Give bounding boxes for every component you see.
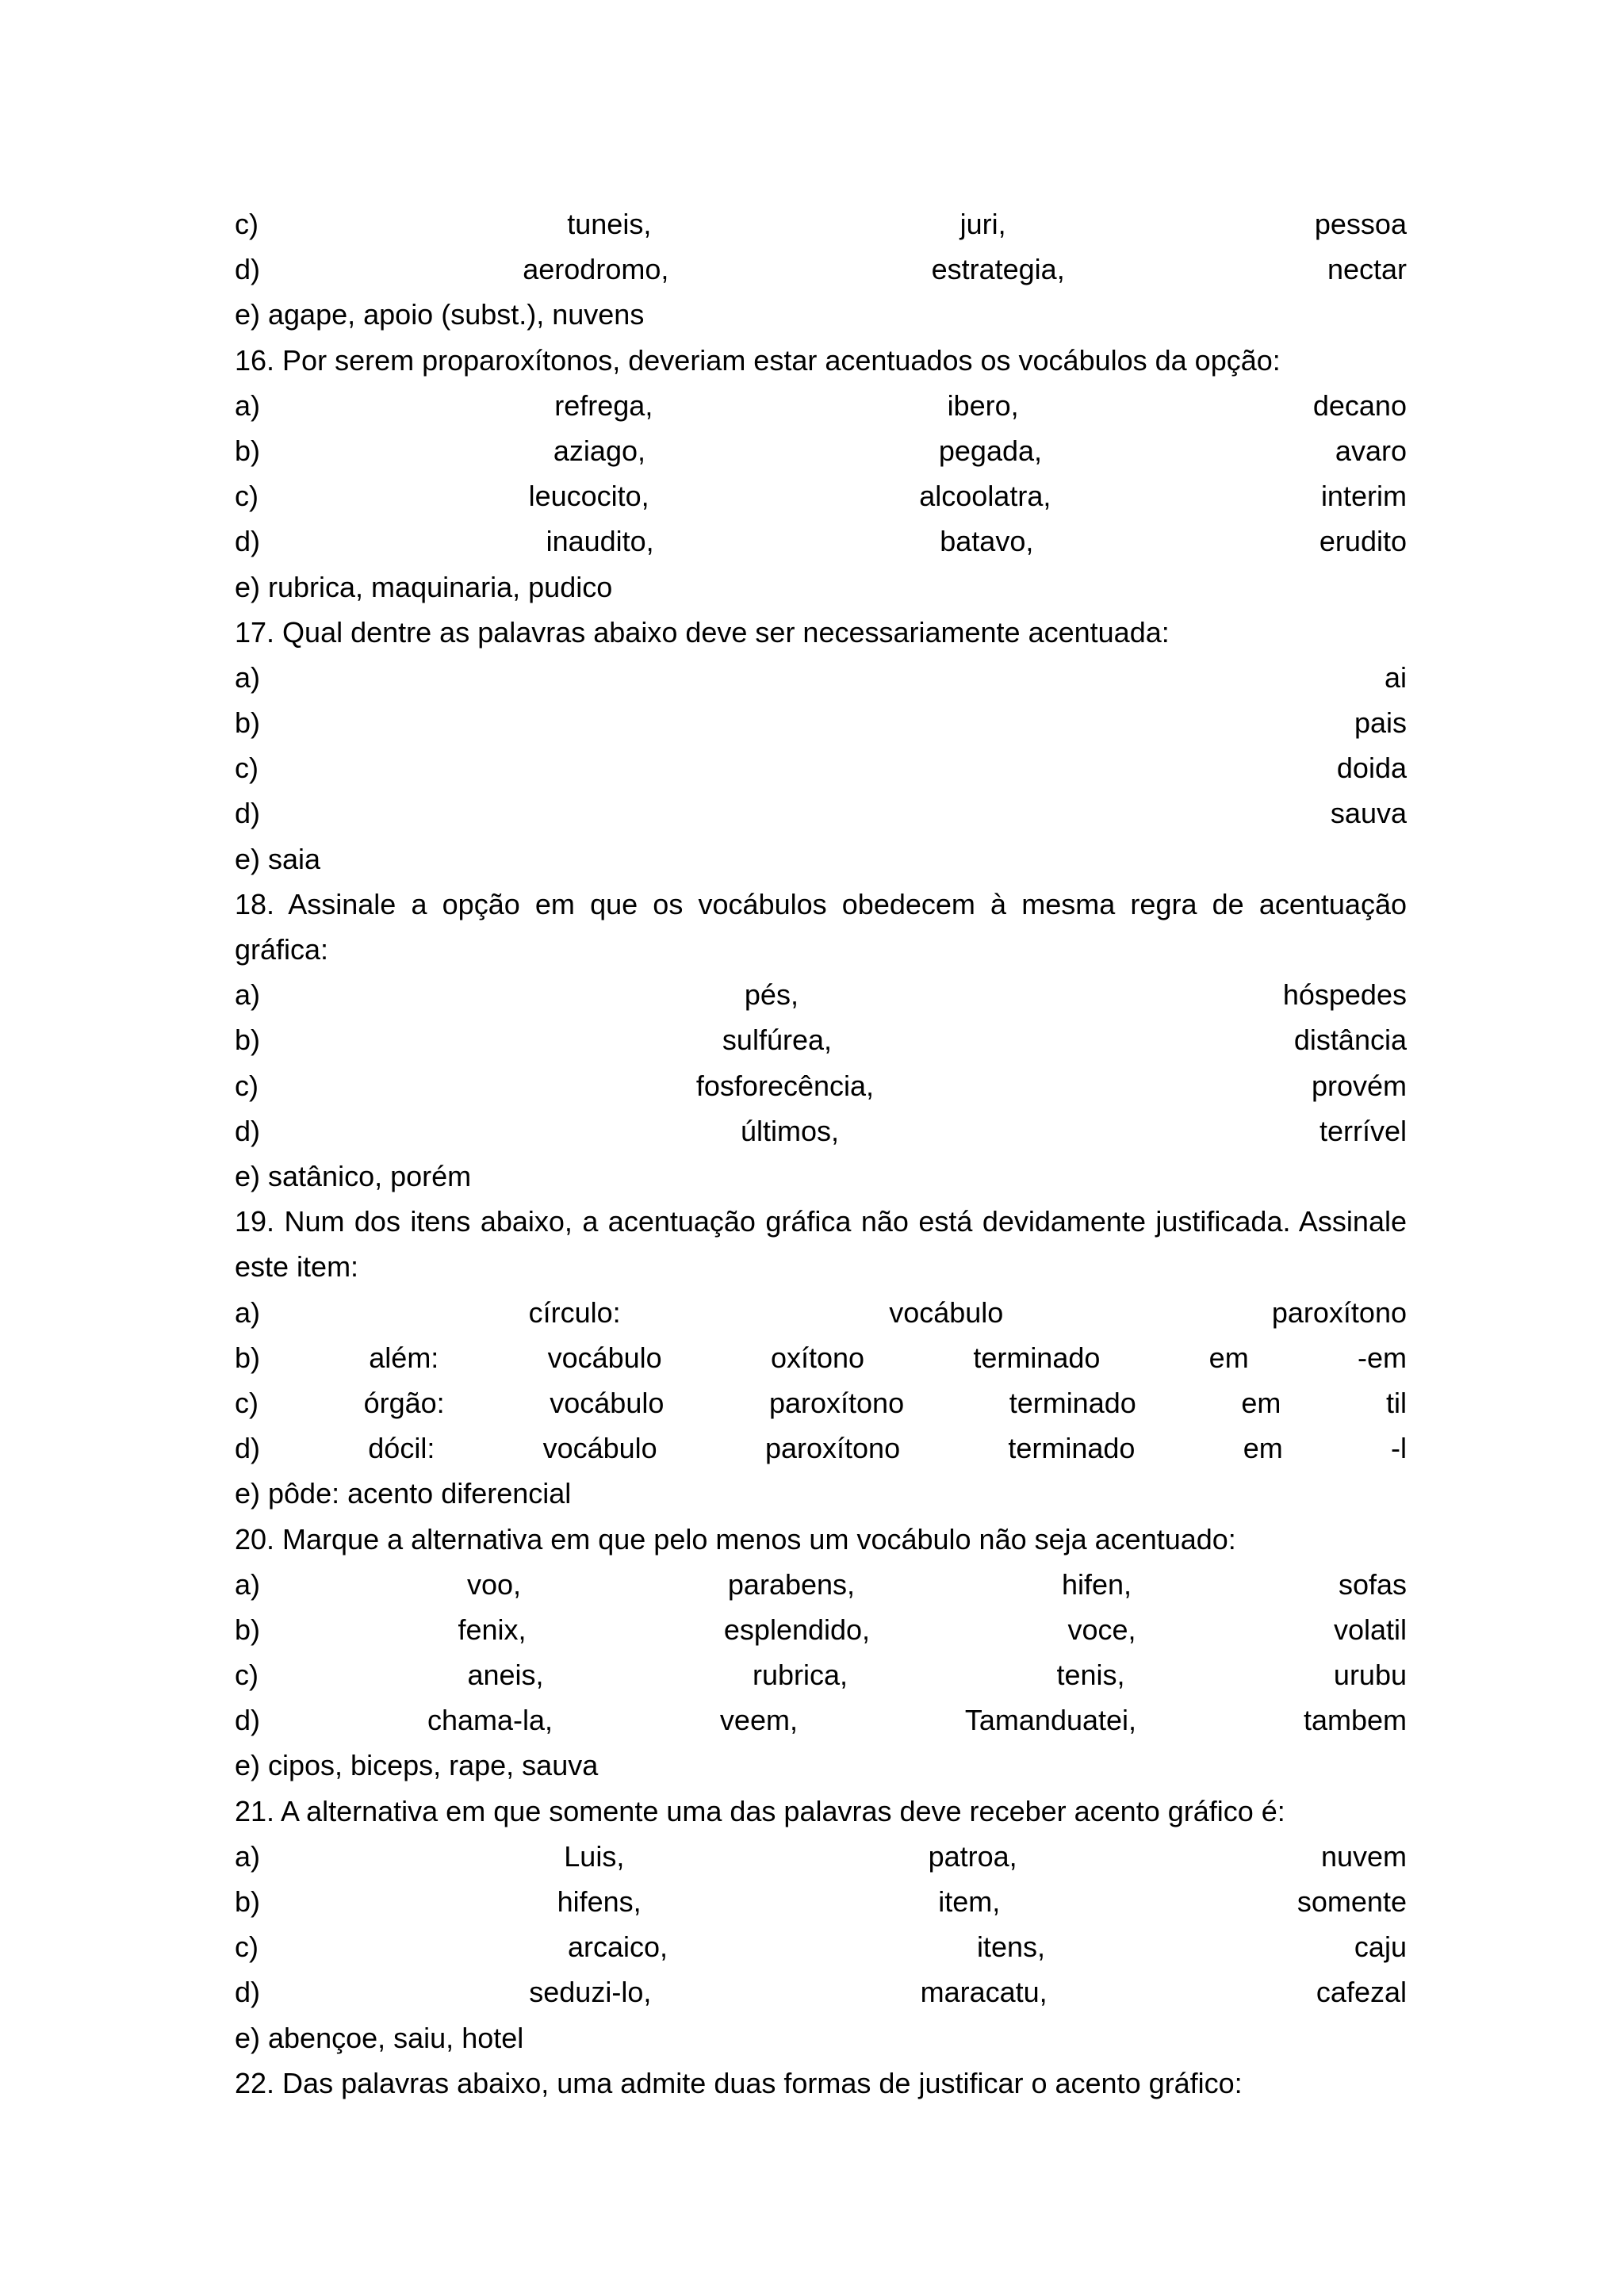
question-text: 21. A alternativa em que somente uma das palavras deve receber acento gráfico é: xyxy=(235,1794,1285,1827)
option-word: terminado xyxy=(973,1341,1101,1374)
option-word: -em xyxy=(1357,1341,1407,1374)
option-word: provém xyxy=(1311,1069,1407,1102)
option-word: -l xyxy=(1391,1432,1407,1465)
option-word: sulfúrea, xyxy=(722,1024,832,1057)
option-word: voce, xyxy=(1067,1613,1136,1646)
option-letter: d) xyxy=(235,1114,261,1147)
option-word: volatil xyxy=(1333,1613,1407,1646)
question-text: 19. Num dos itens abaixo, a acentuação gráfica não está devidamente justificada. Assinale este item: xyxy=(235,1205,1407,1284)
question-text: 20. Marque a alternativa em que pelo menos um vocábulo não seja acentuado: xyxy=(235,1522,1236,1556)
option-word: juri, xyxy=(959,208,1006,240)
option-letter: a) xyxy=(235,388,261,422)
option-line: e) pôde: acento diferencial xyxy=(235,1477,572,1510)
option-word: avaro xyxy=(1335,434,1407,467)
option-line xyxy=(235,1969,1407,2015)
option-letter: a) xyxy=(235,1839,261,1873)
option-word: nuvem xyxy=(1320,1839,1407,1873)
option-word: órgão: xyxy=(363,1386,445,1419)
option-word: ibero, xyxy=(947,388,1019,422)
option-word: últimos, xyxy=(740,1114,839,1147)
option-letter: d) xyxy=(235,1704,261,1737)
option-word: tenis, xyxy=(1056,1659,1125,1692)
option-letter: d) xyxy=(235,1432,261,1465)
option-letter: c) xyxy=(235,1931,259,1964)
option-word: vocábulo xyxy=(542,1432,657,1465)
option-word: urubu xyxy=(1333,1659,1407,1692)
option-word: itens, xyxy=(976,1931,1045,1964)
option-letter: d) xyxy=(235,1976,261,2009)
option-letter: d) xyxy=(235,797,261,830)
option-letter: d) xyxy=(235,525,261,558)
option-line xyxy=(235,428,1407,473)
document-page xyxy=(235,201,1407,2106)
option-letter: b) xyxy=(235,1613,261,1646)
option-line xyxy=(235,1607,1407,1652)
option-word: terminado xyxy=(1008,1432,1136,1465)
option-letter: a) xyxy=(235,1295,261,1329)
option-line: e) saia xyxy=(235,842,321,875)
option-line xyxy=(235,1063,1407,1108)
option-word: hifen, xyxy=(1061,1567,1132,1601)
option-word: tambem xyxy=(1303,1704,1407,1737)
option-word: círculo: xyxy=(528,1295,621,1329)
option-word: pessoa xyxy=(1314,208,1407,240)
option-line xyxy=(235,790,1407,836)
option-line xyxy=(235,473,1407,519)
option-letter: c) xyxy=(235,1069,259,1102)
option-line: e) cipos, biceps, rape, sauva xyxy=(235,1749,599,1782)
option-letter: b) xyxy=(235,434,261,467)
option-letter: b) xyxy=(235,1341,261,1374)
option-line xyxy=(235,655,1407,700)
option-word: batavo, xyxy=(940,525,1034,558)
option-line xyxy=(235,1017,1407,1062)
option-word: paroxítono xyxy=(768,1386,905,1419)
option-word: arcaico, xyxy=(567,1931,668,1964)
option-line xyxy=(235,972,1407,1017)
option-word: decano xyxy=(1312,388,1407,422)
option-word: voo, xyxy=(466,1567,521,1601)
option-line: e) rubrica, maquinaria, pudico xyxy=(235,570,613,603)
option-word: alcoolatra, xyxy=(919,480,1051,513)
option-letter: c) xyxy=(235,1659,259,1692)
option-word: inaudito, xyxy=(546,525,654,558)
option-word: em xyxy=(1208,1341,1249,1374)
option-line xyxy=(235,201,1407,247)
option-letter: a) xyxy=(235,660,261,694)
option-word: refrega, xyxy=(554,388,653,422)
option-word: em xyxy=(1241,1386,1281,1419)
option-word: paroxítono xyxy=(1271,1295,1407,1329)
question-text: 16. Por serem proparoxítonos, deveriam estar acentuados os vocábulos da opção: xyxy=(235,343,1281,377)
option-letter: d) xyxy=(235,253,261,286)
option-word: chama-la, xyxy=(427,1704,553,1737)
option-word: dócil: xyxy=(368,1432,435,1465)
option-word: vocábulo xyxy=(550,1386,665,1419)
option-letter: b) xyxy=(235,706,261,740)
option-word: til xyxy=(1385,1386,1407,1419)
option-letter: c) xyxy=(235,1386,259,1419)
option-word: doida xyxy=(1336,752,1407,785)
option-word: pegada, xyxy=(938,434,1043,467)
option-word: Luis, xyxy=(564,1839,625,1873)
option-word: maracatu, xyxy=(920,1976,1048,2009)
option-word: pés, xyxy=(744,978,799,1012)
option-line xyxy=(235,247,1407,292)
option-word: estrategia, xyxy=(931,253,1065,286)
option-letter: c) xyxy=(235,480,259,513)
option-word: vocábulo xyxy=(889,1295,1004,1329)
option-word: oxítono xyxy=(770,1341,865,1374)
option-line xyxy=(235,1834,1407,1879)
option-line xyxy=(235,1425,1407,1471)
option-word: patroa, xyxy=(928,1839,1017,1873)
option-word: terrível xyxy=(1319,1114,1407,1147)
option-word: tuneis, xyxy=(567,208,652,240)
option-line xyxy=(235,1879,1407,1924)
option-line: e) satânico, porém xyxy=(235,1159,472,1192)
option-line xyxy=(235,1380,1407,1425)
option-line xyxy=(235,1562,1407,1607)
option-word: aziago, xyxy=(553,434,645,467)
option-word: nectar xyxy=(1327,253,1407,286)
option-word: sofas xyxy=(1338,1567,1407,1601)
option-line xyxy=(235,1697,1407,1743)
option-word: fenix, xyxy=(458,1613,527,1646)
option-word: hifens, xyxy=(557,1885,642,1918)
option-word: paroxítono xyxy=(764,1432,901,1465)
option-word: veem, xyxy=(719,1704,798,1737)
option-word: parabens, xyxy=(727,1567,856,1601)
option-line xyxy=(235,1108,1407,1154)
option-word: leucocito, xyxy=(528,480,649,513)
option-line xyxy=(235,1335,1407,1380)
option-letter: b) xyxy=(235,1885,261,1918)
question-text: 18. Assinale a opção em que os vocábulos obedecem à mesma regra de acentuação gráfica: xyxy=(235,887,1407,966)
option-line xyxy=(235,700,1407,745)
option-word: esplendido, xyxy=(723,1613,871,1646)
option-word: além: xyxy=(369,1341,439,1374)
option-word: hóspedes xyxy=(1282,978,1407,1012)
option-line xyxy=(235,1652,1407,1697)
option-letter: c) xyxy=(235,208,259,240)
option-line: e) agape, apoio (subst.), nuvens xyxy=(235,298,645,331)
option-word: seduzi-lo, xyxy=(529,1976,652,2009)
option-word: Tamanduatei, xyxy=(964,1704,1137,1737)
option-word: aerodromo, xyxy=(523,253,669,286)
option-line xyxy=(235,383,1407,428)
option-line: e) abençoe, saiu, hotel xyxy=(235,2021,524,2054)
option-letter: b) xyxy=(235,1024,261,1057)
option-word: item, xyxy=(938,1885,1001,1918)
option-word: rubrica, xyxy=(752,1659,848,1692)
option-word: sauva xyxy=(1330,797,1407,830)
option-word: caju xyxy=(1354,1931,1407,1964)
option-word: cafezal xyxy=(1316,1976,1407,2009)
question-text: 17. Qual dentre as palavras abaixo deve ser necessariamente acentuada: xyxy=(235,615,1170,649)
option-letter: c) xyxy=(235,752,259,785)
option-letter: a) xyxy=(235,1567,261,1601)
option-word: pais xyxy=(1354,706,1407,740)
option-word: interim xyxy=(1320,480,1407,513)
option-word: em xyxy=(1243,1432,1283,1465)
question-text: 22. Das palavras abaixo, uma admite duas formas de justificar o acento gráfico: xyxy=(235,2066,1243,2099)
option-word: erudito xyxy=(1319,525,1407,558)
option-word: ai xyxy=(1384,660,1407,694)
option-line xyxy=(235,745,1407,790)
option-line xyxy=(235,1290,1407,1335)
option-word: aneis, xyxy=(467,1659,544,1692)
option-line xyxy=(235,519,1407,564)
option-word: terminado xyxy=(1009,1386,1136,1419)
option-word: distância xyxy=(1293,1024,1407,1057)
option-line xyxy=(235,1924,1407,1969)
option-word: vocábulo xyxy=(547,1341,662,1374)
option-word: somente xyxy=(1297,1885,1407,1918)
option-letter: a) xyxy=(235,978,261,1012)
option-word: fosforecência, xyxy=(695,1069,875,1102)
